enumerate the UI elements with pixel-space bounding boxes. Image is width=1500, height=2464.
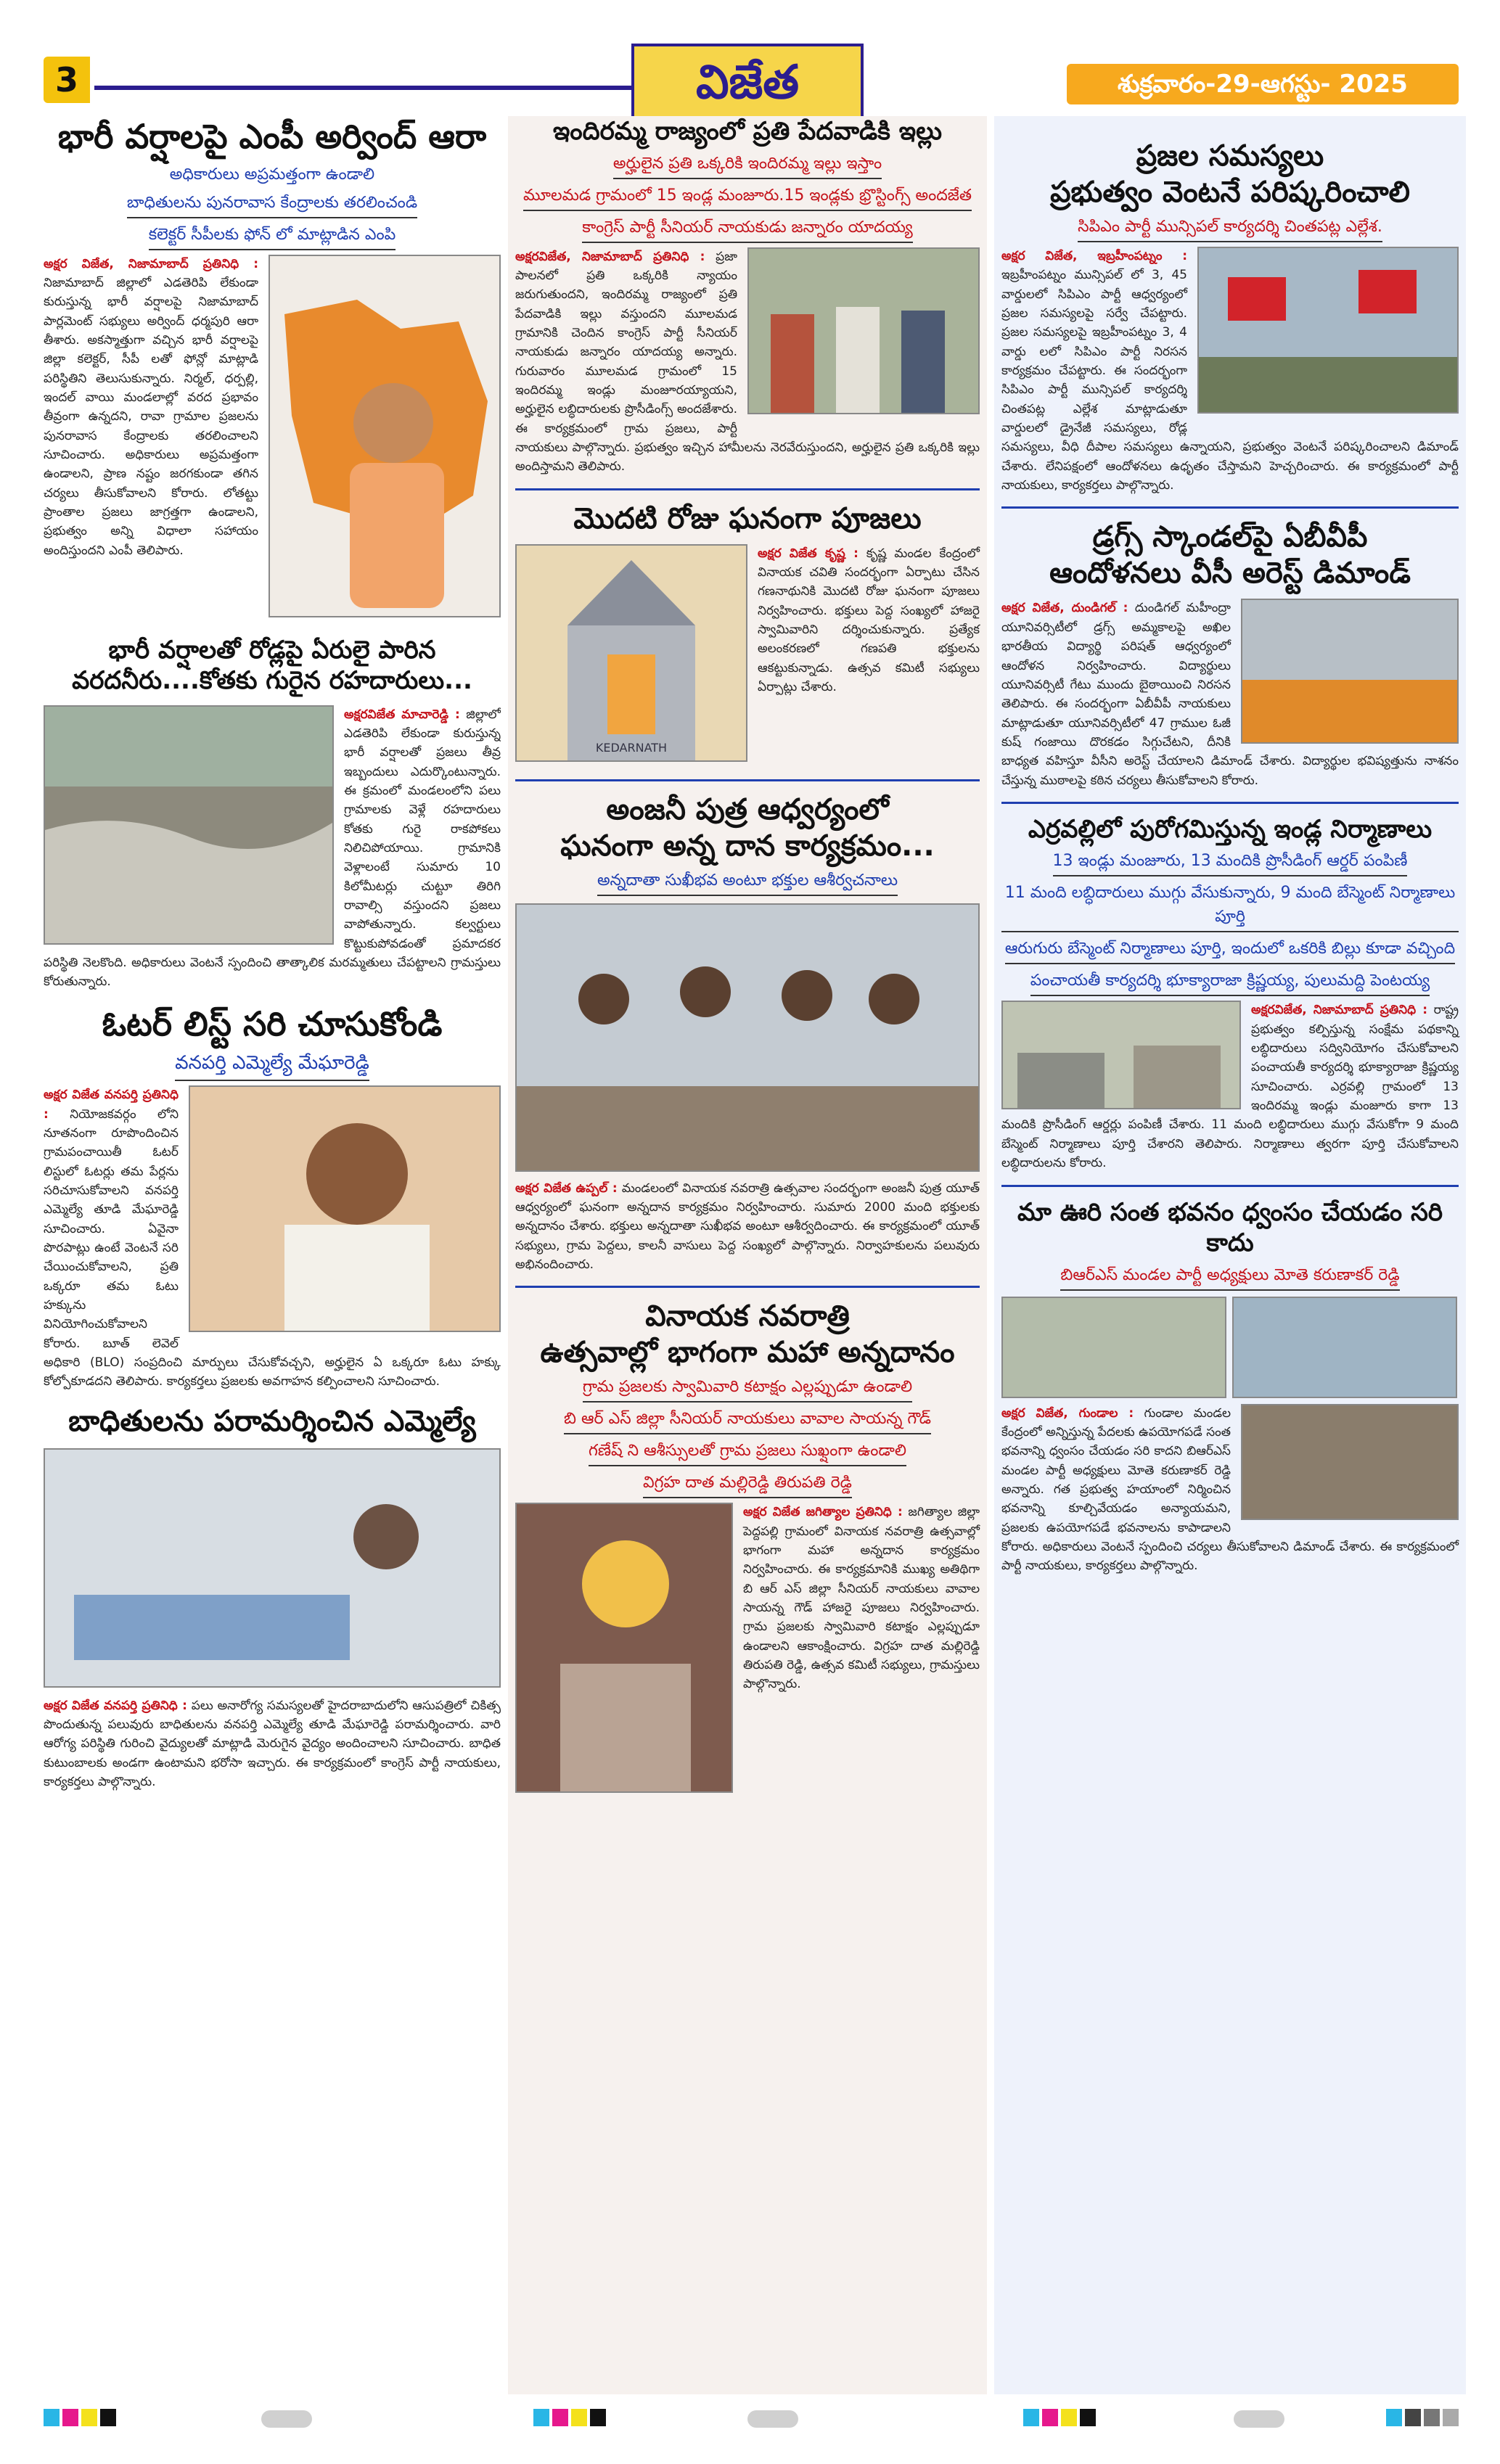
- construction-photo: [1001, 1001, 1241, 1109]
- crowd-illustration-icon: [517, 905, 978, 1170]
- story-subhead: విగ్రహ దాత మల్లిరెడ్డి తిరుపతి రెడ్డి: [515, 1471, 980, 1498]
- story-flood-roads: [44, 635, 501, 992]
- story-headline: ఓటర్ లిస్ట్ సరి చూసుకోండి: [102, 1003, 443, 1043]
- brs-photo-2: [1232, 1297, 1457, 1398]
- story-maha-annadanam: [515, 1298, 980, 1799]
- register-pill: [261, 2410, 312, 2428]
- houses-photo: [747, 247, 980, 414]
- story-headline: డ్రగ్స్ స్కాండల్‌పై ఏబీవీపీ: [1092, 520, 1368, 554]
- story-subhead: మూలమడ గ్రామంలో 15 ఇండ్ల మంజూరు.15 ఇండ్లకు భ్రొస్టింగ్స్ అందజేత: [515, 184, 980, 211]
- story-body: అక్షరవిజేత, నిజామాబాద్ ప్రతినిధి : రాష్ట్ర ప్రభుత్వం కల్పిస్తున్న సంక్షేమ పథకాన్ని లబ్ధిదారులు సద్వినియోగం చేసుకోవాలని పంచాయతీ కార్యదర్శి భూక్యారాజా క్రిష్ణయ్య సూచించారు. ఎర్రవల్లి గ్రామంలో 13 ఇందిరమ్మ ఇండ్లు మంజూరు కాగా 13 మందికి ప్రొసీడింగ్ ఆర్డర్లు పంపిణీ చేశారు. 11 మంది లబ్ధిదారులు ముగ్గు వేసుకోగా 9 మంది బేస్మెంట్ నిర్మాణాలు పూర్తి చేశారని తెలిపారు. నిర్మాణాలు త్వరగా పూర్తి చేసుకోవాలని లబ్ధిదారులను కోరారు.: [1001, 1003, 1459, 1171]
- register-pill: [1234, 2410, 1284, 2428]
- story-headline: ప్రజల సమస్యలు: [1136, 139, 1324, 173]
- story-headline: భారీ వర్షాలపై ఎంపీ అర్వింద్ ఆరా: [57, 117, 487, 156]
- story-headline: వరదనీరు....కోతకు గురైన రహదారులు...: [72, 666, 472, 695]
- story-headline: ఇందిరమ్మ రాజ్యంలో ప్రతి పేదవాడికి ఇల్లు: [552, 117, 943, 146]
- annadanam-photo: [515, 903, 980, 1172]
- story-subhead: బిఆర్ఎస్ మండల పార్టీ అధ్యక్షులు మోతె కరుణాకర్ రెడ్డి: [1001, 1263, 1459, 1291]
- divider: [515, 488, 980, 490]
- students-illustration-icon: [1242, 600, 1457, 742]
- story-cpm-problems: [1001, 138, 1459, 495]
- story-subhead: కాంగ్రెస్ పార్టీ సీనియర్ నాయకుడు జన్నారం యాదయ్య: [515, 215, 980, 243]
- story-abvp-drugs: [1001, 519, 1459, 789]
- speaker-illustration-icon: [190, 1087, 499, 1331]
- construction-illustration-icon: [1003, 1002, 1239, 1108]
- people-illustration-icon: [749, 249, 978, 413]
- story-indiramma-houses: [515, 116, 980, 477]
- newspaper-logo: విజేత: [631, 44, 864, 123]
- hospital-illustration-icon: [45, 1450, 499, 1686]
- story-headline: అంజనీ పుత్ర ఆధ్వర్యంలో: [606, 792, 889, 826]
- story-headline: ప్రభుత్వం వెంటనే పరిష్కరించాలి: [1050, 176, 1410, 209]
- story-headline: వినాయక నవరాత్రి: [645, 1299, 850, 1334]
- story-headline: మా ఊరి సంత భవనం ధ్వంసం చేయడం సరి కాదు: [1017, 1197, 1443, 1257]
- story-subhead: అర్హులైన ప్రతి ఒక్కరికి ఇందిరమ్మ ఇల్లు ఇస్తాం: [515, 152, 980, 179]
- story-subhead: బి ఆర్ ఎస్ జిల్లా సీనియర్ నాయకులు వావాల సాయన్న గౌడ్: [515, 1407, 980, 1434]
- festival-illustration-icon: [517, 1504, 731, 1791]
- story-subhead: బాధితులను పునరావాస కేంద్రాలకు తరలించండి: [44, 191, 501, 218]
- story-subhead: ఆరుగురు బేస్మెంట్ నిర్మాణాలు పూర్తి, ఇందులో ఒకరికి బిల్లు కూడా వచ్చింది: [1001, 937, 1459, 964]
- story-body: అక్షర విజేత వనపర్తి ప్రతినిధి : పలు అనారోగ్య సమస్యలతో హైదరాబాదులోని ఆసుపత్రిలో చికిత్స పొందుతున్న పలువురు బాధితులను వనపర్తి ఎమ్మెల్యే తూడి మేఘారెడ్డి పరామర్శించారు. వారి ఆరోగ్య పరిస్థితి గురించి వైద్యులతో మాట్లాడి మెరుగైన వైద్యం అందించాలని సూచించారు. బాధిత కుటుంబాలకు అండగా ఉంటామని భరోసా ఇచ్చారు. ఈ కార్యక్రమంలో కాంగ్రెస్ పార్టీ నాయకులు, కార్యకర్తలు పాల్గొన్నారు.: [44, 1698, 501, 1790]
- story-subhead: అన్నదాతా సుఖీభవ అంటూ భక్తుల ఆశీర్వచనాలు: [515, 868, 980, 896]
- story-body: అక్షర విజేత జగిత్యాల ప్రతినిధి : జగిత్యాల జిల్లా పెద్దపల్లి గ్రామంలో వినాయక నవరాత్రి ఉత్సవాల్లో భాగంగా మహా అన్నదాన కార్యక్రమం నిర్వహించారు. ఈ కార్యక్రమానికి ముఖ్య అతిథిగా బి ఆర్ ఎస్ జిల్లా సీనియర్ నాయకులు వావాల సాయన్న గౌడ్ హాజరై పూజలు నిర్వహించారు. గ్రామ ప్రజలకు స్వామివారి కటాక్షం ఎల్లప్పుడూ ఉండాలని ఆకాంక్షించారు. విగ్రహ దాత మల్లిరెడ్డి తిరుపతి రెడ్డి, ఉత్సవ కమిటీ సభ్యులు, గ్రామస్తులు పాల్గొన్నారు.: [743, 1505, 980, 1692]
- temple-photo: [515, 544, 747, 762]
- brs-photo-1: [1001, 1297, 1226, 1398]
- abvp-protest-photo: [1241, 599, 1459, 744]
- issue-date: శుక్రవారం-29-ఆగస్టు- 2025: [1067, 64, 1459, 104]
- print-registration-marks: [0, 2402, 1500, 2445]
- people-illustration-icon: [1234, 1298, 1456, 1397]
- temple-sign: KEDARNATH: [595, 740, 668, 755]
- story-subhead: గణేష్ ని ఆశీస్సులతో గ్రామ ప్రజలు సుఖ్షంగా ఉండాలి: [515, 1439, 980, 1466]
- divider: [1001, 802, 1459, 804]
- divider: [1001, 506, 1459, 509]
- story-mla-visits: [44, 1403, 501, 1792]
- story-erravalli-houses: [1001, 814, 1459, 1173]
- story-body: అక్షర విజేత, గుండాల : గుండాల మండల కేంద్రంలో అన్నిస్తున్న పేదలకు ఉపయోగపడే సంత భవనాన్ని ధ్వంసం చేయడం సరి కాదని బిఆర్ఎస్ మండల పార్టీ అధ్యక్షులు మోతె కరుణాకర్ రెడ్డి అన్నారు. గత ప్రభుత్వ హయాంలో నిర్మించిన భవనాన్ని కూల్చివేయడం అన్యాయమని, ప్రజలకు ఉపయోగపడే భవనాలను కాపాడాలని కోరారు. అధికారులు వెంటనే స్పందించి చర్యలు తీసుకోవాలని డిమాండ్ చేశారు. ఈ కార్యక్రమంలో పార్టీ నాయకులు, కార్యకర్తలు పాల్గొన్నారు.: [1001, 1405, 1459, 1574]
- story-body: అక్షరవిజేత మాచారెడ్డి : జిల్లాలో ఎడతెరిపి లేకుండా కురుస్తున్న భారీ వర్షాలతో ప్రజలు తీవ్ర ఇబ్బందులు ఎదుర్కొంటున్నారు. ఈ క్రమంలో మండలంలోని పలు గ్రామాలకు వెళ్లే రహదారులు కోతకు గురై రాకపోకలు నిలిచిపోయాయి. గ్రామానికి వెళ్లాలంటే సుమారు 10 కిలోమీటర్లు చుట్టూ తిరిగి రావాల్సి వస్తుందని ప్రజలు వాపోతున్నారు. కల్వర్టులు కొట్టుకుపోవడంతో ప్రమాదకర పరిస్థితి నెలకొంది. అధికారులు వెంటనే స్పందించి తాత్కాలిక మరమ్మతులు చేపట్టాలని గ్రామస్తులు కోరుతున్నారు.: [44, 707, 501, 990]
- story-subhead: 13 ఇండ్లు మంజూరు, 13 మందికి ప్రొసీడింగ్ ఆర్డర్ పంపిణీ: [1001, 849, 1459, 876]
- story-body: అక్షరవిజేత, నిజామాబాద్ ప్రతినిధి : ప్రజా పాలనలో ప్రతి ఒక్కరికి న్యాయం జరుగుతుందని, ఇందిరమ్మ రాజ్యంలో ప్రతి పేదవాడికి ఇల్లు వస్తుందని మూలమడ గ్రామానికి చెందిన కాంగ్రెస్ పార్టీ సీనియర్ నాయకుడు జన్నారం యాదయ్య అన్నారు. గురువారం మూలమడ గ్రామంలో 15 ఇందిరమ్మ ఇండ్లు మంజూరయ్యాయని, అర్హులైన లబ్ధిదారులకు ప్రొసీడింగ్స్ అందజేశారు. ఈ కార్యక్రమంలో గ్రామ ప్రజలు, పార్టీ నాయకులు పాల్గొన్నారు. ప్రభుత్వం ఇచ్చిన హామీలను నెరవేరుస్తుందని, అర్హులైన ప్రతి ఒక్కరికి ఇల్లు అందిస్తామని తెలిపారు.: [515, 249, 980, 475]
- story-voter-list: [44, 1003, 501, 1392]
- hospital-photo: [44, 1448, 501, 1688]
- story-headline: ఎర్రవల్లిలో పురోగమిస్తున్న ఇండ్ల నిర్మాణాలు: [1028, 814, 1433, 844]
- register-pill: [747, 2410, 798, 2428]
- color-bar-1: [44, 2409, 116, 2426]
- photo-row: [1001, 1297, 1459, 1398]
- demolished-building-photo: [1241, 1404, 1459, 1520]
- protest-illustration-icon: [1199, 248, 1457, 412]
- people-illustration-icon: [1003, 1298, 1225, 1397]
- story-body: అక్షర విజేత, దుండిగల్ : దుండిగల్ మహీంద్రా యూనివర్సిటీలో డ్రగ్స్ అమ్మకాలపై అఖిల భారతీయ విద్యార్థి పరిషత్ ఆధ్వర్యంలో ఆందోళన నిర్వహించారు. విద్యార్థులు యూనివర్సిటీ గేటు ముందు బైఠాయించి నిరసన తెలిపారు. ఈ సందర్భంగా ఏబీవీపీ నాయకులు మాట్లాడుతూ యూనివర్సిటీలో 47 గ్రాముల ఓజీ కుష్ గంజాయి దొరకడం సిగ్గుచేటని, దీనికి బాధ్యత వహిస్తూ వీసీని అరెస్ట్ చేయాలని డిమాండ్ చేశారు. విద్యార్థుల భవిష్యత్తును నాశనం చేస్తున్న ముఠాలపై కఠిన చర్యలు తీసుకోవాలని కోరారు.: [1001, 601, 1459, 788]
- story-headline: మొదటి రోజు ఘనంగా పూజలు: [573, 501, 922, 535]
- story-subhead: పంచాయతీ కార్యదర్శి భూక్యారాజా క్రిష్ణయ్య, పులుమద్ది పెంటయ్య: [1001, 969, 1459, 996]
- column-middle: [508, 116, 987, 2394]
- water-illustration-icon: [45, 707, 332, 943]
- story-santha-bhavan: [1001, 1197, 1459, 1576]
- story-body: అక్షర విజేత కృష్ణ : కృష్ణ మండల కేంద్రంలో వినాయక చవితి సందర్భంగా ఏర్పాటు చేసిన గణనాథునికి మొదటి రోజు ఘనంగా పూజలు నిర్వహించారు. భక్తులు పెద్ద సంఖ్యలో హాజరై స్వామివారిని దర్శించుకున్నారు. ప్రత్యేక అలంకరణలో గణపతి భక్తులను ఆకట్టుకున్నాడు. ఉత్సవ కమిటీ సభ్యులు ఏర్పాట్లు చేశారు.: [758, 546, 980, 695]
- story-headline: ఉత్సవాల్లో భాగంగా మహా అన్నదానం: [540, 1336, 955, 1370]
- story-subhead: 11 మంది లబ్ధిదారులు ముగ్గు వేసుకున్నారు, 9 మంది బేస్మెంట్ నిర్మాణాలు పూర్తి: [1001, 881, 1459, 932]
- column-left: [44, 116, 501, 2394]
- story-body: అక్షర విజేత ఉప్పల్ : మండలంలో వినాయక నవరాత్రి ఉత్సవాల సందర్భంగా అంజనీ పుత్ర యూత్ ఆధ్వర్యంలో ఘనంగా అన్నదాన కార్యక్రమం నిర్వహించారు. సుమారు 2000 మంది భక్తులకు అన్నదానం చేశారు. భక్తులు అన్నదాతా సుఖీభవ అంటూ ఆశీర్వదించారు. ఈ కార్యక్రమంలో యూత్ సభ్యులు, గ్రామ పెద్దలు, కాలనీ వాసులు పెద్ద సంఖ్యలో పాల్గొన్నారు. నిర్వాహకులను పలువురు అభినందించారు.: [515, 1180, 980, 1272]
- story-subhead: వనపర్తి ఎమ్మెల్యే మేఘారెడ్డి: [44, 1049, 501, 1081]
- color-bar-3: [1023, 2409, 1096, 2426]
- column-right: [994, 116, 1466, 2394]
- story-body: అక్షర విజేత, ఇబ్రహీంపట్నం : ఇబ్రహీంపట్నం మున్సిపల్ లో 3, 45 వార్డులలో సిపిఎం పార్టీ ఆధ్వర్యంలో ప్రజల సమస్యలపై సర్వే చేపట్టారు. ప్రజల సమస్యలపై ఇబ్రహీంపట్నం 3, 4 వార్డు లలో సిపిఎం పార్టీ నిరసన కార్యక్రమం చేపట్టారు. ఈ సందర్భంగా సిపిఎం పార్టీ మున్సిపల్ కార్యదర్శి చింతపట్ల ఎల్లేశ మాట్లాడుతూ వార్డులలో డ్రైనేజీ సమస్యలు, రోడ్ల సమస్యలు, వీధి దీపాల సమస్యలు ఉన్నాయని, ప్రభుత్వం వెంటనే పరిష్కరించాలని డిమాండ్ చేశారు. లేనిపక్షంలో ఆందోళనలు ఉధృతం చేస్తామని హెచ్చరించారు. ఈ కార్యక్రమంలో పార్టీ నాయకులు, కార్యకర్తలు పాల్గొన్నారు.: [1001, 249, 1459, 493]
- protest-photo: [1197, 247, 1459, 414]
- color-bar-2: [533, 2409, 606, 2426]
- story-body: అక్షర విజేత వనపర్తి ప్రతినిధి : నియోజకవర్గం లోని నూతనంగా రూపొందించిన గ్రామపంచాయితీ ఓటర్ లిస్టులో ఓటర్లు తమ పేర్లను సరిచూసుకోవాలని వనపర్తి ఎమ్మెల్యే తూడి మేఘారెడ్డి సూచించారు. ఏవైనా పొరపాట్లు ఉంటే వెంటనే సరి చేయించుకోవాలని, ప్రతి ఒక్కరూ తమ ఓటు హక్కును వినియోగించుకోవాలని కోరారు. బూత్ లెవెల్ అధికారి (BLO) సంప్రదించి మార్పులు చేసుకోవచ్చని, అర్హులైన ఏ ఒక్కరూ ఓటు హక్కు కోల్పోకూడదని తెలిపారు. కార్యకర్తలు ప్రజలకు అవగాహన కల్పించాలని సూచించారు.: [44, 1088, 501, 1389]
- story-body: అక్షర విజేత, నిజామాబాద్ ప్రతినిధి : నిజామాబాద్ జిల్లాలో ఎడతెరిపి లేకుండా కురుస్తున్న భారీ వర్షాలపై నిజామాబాద్ పార్లమెంట్ సభ్యులు అర్వింద్ ధర్మపురి ఆరా తీశారు. అకస్మాత్తుగా వచ్చిన భారీ వర్షాలపై జిల్లా కలెక్టర్, సీపీ లతో ఫోన్లో మాట్లాడి పరిస్థితిని తెలుసుకున్నారు. నిర్మల్, ధర్పల్లి, ఇందల్ వాయి మండలాల్లో వరద ప్రభావం తీవ్రంగా ఉన్నదని, రావా గ్రామాల ప్రజలను పునరావాస కేంద్రాలకు తరలించాలని సూచించారు. అధికారులు అప్రమత్తంగా ఉండాలని, ప్రాణ నష్టం జరగకుండా తగిన చర్యలు తీసుకోవాలని కోరారు. లోతట్టు ప్రాంతాల ప్రజలు జాగ్రత్తగా ఉండాలని, ప్రభుత్వం అన్ని విధాలా సహాయం అందిస్తుందని ఎంపీ తెలిపారు.: [44, 256, 258, 558]
- story-annadanam-anjani: [515, 792, 980, 1275]
- story-subhead: అధికారులు అప్రమత్తంగా ఉండాలి: [169, 165, 375, 184]
- story-subhead: కలెక్టర్ సీపీలకు ఫోన్ లో మాట్లాడిన ఎంపి: [44, 223, 501, 250]
- flood-photo: [44, 705, 334, 945]
- divider: [515, 779, 980, 781]
- divider: [1001, 1185, 1459, 1187]
- story-headline: ఘనంగా అన్న దాన కార్యక్రమం...: [560, 829, 935, 863]
- temple-illustration-icon: [517, 546, 746, 760]
- mp-photo: [269, 255, 501, 617]
- divider: [515, 1286, 980, 1288]
- rubble-illustration-icon: [1242, 1405, 1457, 1519]
- story-first-day-pooja: [515, 501, 980, 768]
- story-headline: బాధితులను పరామర్శించిన ఎమ్మెల్యే: [68, 1404, 476, 1438]
- story-headline: భారీ వర్షాలతో రోడ్లపై ఏరులై పారిన: [108, 635, 436, 665]
- person-illustration-icon: [270, 256, 499, 616]
- festival-photo: [515, 1503, 733, 1793]
- story-subhead: సిపిఎం పార్టీ మున్సిపల్ కార్యదర్శి చింతపట్ల ఎల్లేశ.: [1001, 215, 1459, 242]
- story-mp-arvind: [44, 116, 501, 623]
- story-subhead: గ్రామ ప్రజలకు స్వామివారి కటాక్షం ఎల్లప్పుడూ ఉండాలి: [515, 1375, 980, 1403]
- story-headline: ఆందోళనలు వీసీ అరెస్ట్ డిమాండ్: [1049, 557, 1411, 591]
- page-number: 3: [44, 57, 90, 103]
- mla-photo: [189, 1085, 501, 1332]
- color-bar-4: [1386, 2409, 1459, 2426]
